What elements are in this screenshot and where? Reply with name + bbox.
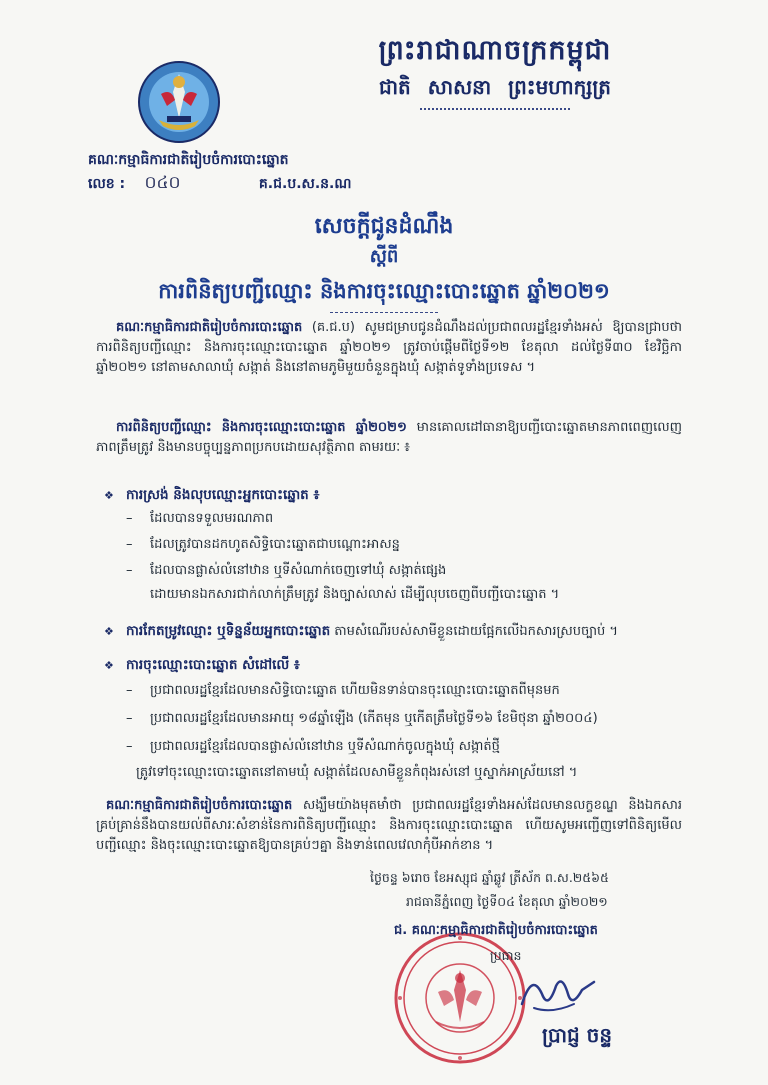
reference-number: ០៤០ bbox=[144, 173, 181, 193]
reference-code: គ.ជ.ប.ស.ន.ណ bbox=[258, 176, 352, 192]
solar-date: រាជធានីភ្នំពេញ ថ្ងៃទី០៤ ខែតុលា ឆ្នាំ២០២១ bbox=[406, 894, 608, 909]
registration-note: ត្រូវទៅចុះឈ្មោះបោះឆ្នោតនៅតាមឃុំ សង្កាត់ដែលសាមីខ្លួនកំពុងរស់នៅ ឬស្នាក់អាស្រ័យនៅ ។ bbox=[136, 765, 578, 780]
list-item-text: ប្រជាពលរដ្ឋខ្មែរដែលបានផ្លាស់លំនៅឋាន ឬទីសំណាក់ចូលក្នុងឃុំ សង្កាត់ថ្មី bbox=[150, 739, 500, 754]
list-item: – ប្រជាពលរដ្ឋខ្មែរដែលបានផ្លាស់លំនៅឋាន ឬទីសំណាក់ចូលក្នុងឃុំ សង្កាត់ថ្មី bbox=[126, 739, 500, 754]
list-item: – ដែលបានទទួលមរណភាព bbox=[126, 511, 274, 526]
notice-subject: ការពិនិត្យបញ្ជីឈ្មោះ និងការចុះឈ្មោះបោះឆ្នោត ឆ្នាំ២០២១ bbox=[158, 279, 610, 303]
paragraph-purpose bbox=[96, 418, 682, 458]
lunar-date: ថ្ងៃចន្ទ ៦រោច ខែអស្សុជ ឆ្នាំឆ្លូវ ត្រីស័ក ព.ស.២៥៦៥ bbox=[370, 870, 609, 885]
bullet-registration bbox=[104, 656, 300, 676]
signer-name: ប្រាជ្ញ ចន្ទ bbox=[542, 1023, 613, 1047]
reference-line bbox=[88, 172, 351, 197]
paragraph-announcement bbox=[96, 318, 682, 378]
paragraph-lead: ការពិនិត្យបញ្ជីឈ្មោះ និងការចុះឈ្មោះបោះឆ្នោត ឆ្នាំ២០២១ bbox=[116, 420, 407, 435]
bullet-label: ការចុះឈ្មោះបោះឆ្នោត សំដៅលើ ៖ bbox=[126, 657, 300, 673]
issuing-committee: គណៈកម្មាធិការជាតិរៀបចំការបោះឆ្នោត bbox=[88, 152, 289, 168]
bullet-tail: តាមសំណើរបស់សាមីខ្លួនដោយផ្អែកលើឯកសារស្របច្បាប់ ។ bbox=[330, 624, 618, 639]
bullet-label: ការស្រង់ និងលុបឈ្មោះអ្នកបោះឆ្នោត ៖ bbox=[126, 487, 320, 503]
paragraph-lead: គណៈកម្មាធិការជាតិរៀបចំការបោះឆ្នោត bbox=[106, 798, 293, 813]
paragraph-lead: គណៈកម្មាធិការជាតិរៀបចំការបោះឆ្នោត bbox=[116, 320, 303, 335]
diamond-bullet-icon: ❖ bbox=[104, 659, 114, 672]
list-item: – ប្រជាពលរដ្ឋខ្មែរដែលមានសិទ្ធិបោះឆ្នោត ហើយមិនទាន់បានចុះឈ្មោះបោះឆ្នោតពីមុនមក bbox=[126, 683, 560, 698]
list-item: – ប្រជាពលរដ្ឋខ្មែរដែលមានអាយុ ១៨ឆ្នាំឡើង (កើតមុន ឬកើតត្រឹមថ្ងៃទី១៦ ខែមិថុនា ឆ្នាំ២០០៤) bbox=[126, 711, 598, 726]
kingdom-heading: ព្រះរាជាណាចក្រកម្ពុជា bbox=[378, 35, 612, 66]
list-item: – ដែលត្រូវបានដកហូតសិទ្ធិបោះឆ្នោតជាបណ្តោះអាសន្ន bbox=[126, 537, 400, 552]
bullet-label: ការកែតម្រូវឈ្មោះ ឬទិន្នន័យអ្នកបោះឆ្នោត bbox=[126, 623, 331, 639]
list-item-text: ដែលត្រូវបានដកហូតសិទ្ធិបោះឆ្នោតជាបណ្តោះអាសន្ន bbox=[150, 537, 400, 552]
paragraph-text: សង្ឃឹមយ៉ាងមុតមាំថា ប្រជាពលរដ្ឋខ្មែរទាំងអស់ដែលមានលក្ខខណ្ឌ និងឯកសារគ្រប់គ្រាន់នឹងបានយល់ពីសារៈសំខាន់នៃការពិនិត្យបញ្ជីឈ្មោះ និងការចុះឈ្មោះបោះឆ្នោត ហើយសូមអញ្ជើញទៅពិនិត្យមើលបញ្ជីឈ្មោះ និងចុះឈ្មោះបោះឆ្នោតឱ្យបានគ្រប់ៗគ្នា និងទាន់ពេលវេលាកុំបីអាក់ខាន ។ bbox=[96, 798, 682, 853]
nec-logo-icon bbox=[137, 60, 221, 144]
title-divider bbox=[330, 312, 438, 313]
notice-title: សេចក្តីជូនដំណឹង bbox=[314, 214, 454, 239]
list-item-text: ដែលបានទទួលមរណភាព bbox=[150, 511, 274, 526]
handwritten-signature-icon bbox=[512, 964, 602, 1024]
reference-label: លេខ : bbox=[88, 176, 126, 192]
national-motto: ជាតិ សាសនា ព្រះមហាក្សត្រ bbox=[379, 75, 611, 99]
signing-authority: ជ. គណៈកម្មាធិការជាតិរៀបចំការបោះឆ្នោត bbox=[394, 923, 598, 938]
paragraph-text: មានគោលដៅធានាឱ្យបញ្ជីបោះឆ្នោតមានភាពពេញលេញ ភាពត្រឹមត្រូវ និងមានបច្ចុប្បន្នភាពប្រកបដោយសុវត្ថិភាព តាមរយៈ ៖ bbox=[96, 420, 683, 455]
notice-about: ស្តីពី bbox=[369, 246, 399, 267]
list-item: – ដែលបានផ្លាស់លំនៅឋាន ឬទីសំណាក់ចេញទៅឃុំ សង្កាត់ផ្សេង bbox=[126, 563, 447, 578]
paragraph-appeal bbox=[96, 796, 682, 856]
paragraph-text: (គ.ជ.ប) សូមជម្រាបជូនដំណឹងដល់ប្រជាពលរដ្ឋខ្មែរទាំងអស់ ឱ្យបានជ្រាបថា ការពិនិត្យបញ្ជីឈ្មោះ និងការចុះឈ្មោះបោះឆ្នោត ឆ្នាំ២០២១ ត្រូវចាប់ផ្តើមពីថ្ងៃទី១២ ខែតុលា ដល់ថ្ងៃទី៣០ ខែវិច្ឆិកា ឆ្នាំ២០២១ នៅតាមសាលាឃុំ សង្កាត់ និងនៅតាមភូមិមួយចំនួនក្នុងឃុំ សង្កាត់ទូទាំងប្រទេស ។ bbox=[96, 320, 682, 375]
list-item-text: ប្រជាពលរដ្ឋខ្មែរដែលមានសិទ្ធិបោះឆ្នោត ហើយមិនទាន់បានចុះឈ្មោះបោះឆ្នោតពីមុនមក bbox=[150, 683, 560, 698]
bullet-removal bbox=[104, 486, 319, 506]
diamond-bullet-icon: ❖ bbox=[104, 625, 114, 638]
list-item-text: ប្រជាពលរដ្ឋខ្មែរដែលមានអាយុ ១៨ឆ្នាំឡើង (កើតមុន ឬកើតត្រឹមថ្ងៃទី១៦ ខែមិថុនា ឆ្នាំ២០០៤) bbox=[150, 711, 598, 726]
removal-note: ដោយមានឯកសារជាក់លាក់ត្រឹមត្រូវ និងច្បាស់លាស់ ដើម្បីលុបចេញពីបញ្ជីបោះឆ្នោត ។ bbox=[150, 587, 560, 602]
signer-title: ប្រធាន bbox=[490, 948, 522, 963]
bullet-correction bbox=[104, 622, 618, 642]
diamond-bullet-icon: ❖ bbox=[104, 489, 114, 502]
motto-divider bbox=[420, 108, 570, 112]
list-item-text: ដែលបានផ្លាស់លំនៅឋាន ឬទីសំណាក់ចេញទៅឃុំ សង្កាត់ផ្សេង bbox=[150, 563, 447, 578]
